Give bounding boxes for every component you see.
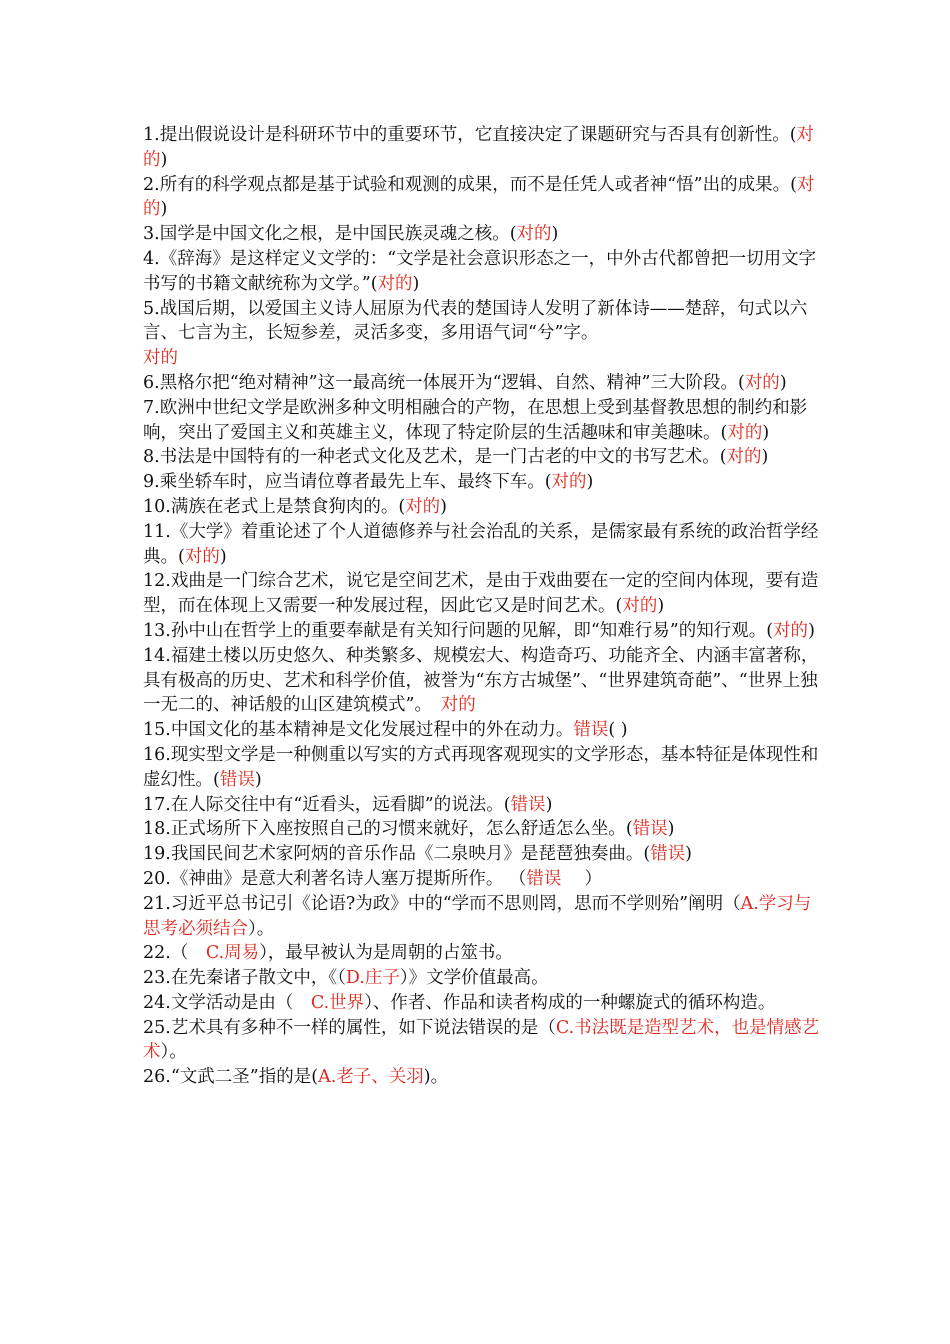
question-text: 7.欧洲中世纪文学是欧洲多种文明相融合的产物，在思想上受到基督教思想的制约和影响，突出了爱国主义和英雄主义，体现了特定阶层的生活趣味和审美趣味。( <box>143 397 808 443</box>
question-item <box>143 842 823 867</box>
question-item <box>143 396 823 446</box>
question-suffix: ) <box>160 149 168 170</box>
answer-text: 对的 <box>551 472 587 493</box>
question-text: 11.《大学》着重论述了个人道德修养与社会治乱的关系，是儒家最有系统的政治哲学经典。( <box>143 521 819 567</box>
answer-text: 对的 <box>727 422 763 443</box>
question-item <box>143 173 823 223</box>
question-item <box>143 619 823 644</box>
question-suffix: ( ) <box>608 720 628 741</box>
question-item <box>143 569 823 619</box>
question-item <box>143 991 823 1016</box>
question-item <box>143 966 823 991</box>
question-item <box>143 867 823 892</box>
question-suffix: ) <box>779 372 787 393</box>
question-item <box>143 1016 823 1066</box>
question-suffix: ) <box>160 199 168 220</box>
question-suffix: ) <box>545 794 553 815</box>
question-text: 21.习近平总书记引《论语?为政》中的“学而不思则罔，思而不学则殆”阐明（ <box>143 893 741 914</box>
question-item <box>143 793 823 818</box>
question-item <box>143 892 823 942</box>
question-suffix: ) <box>586 472 594 493</box>
question-item <box>143 1065 823 1090</box>
question-suffix: ） <box>561 868 602 889</box>
answer-text: C.周易 <box>205 943 260 964</box>
question-text: 13.孙中山在哲学上的重要奉献是有关知行问题的见解，即“知难行易”的知行观。( <box>143 620 774 641</box>
answer-text: 对的 <box>143 348 178 369</box>
question-item <box>143 297 823 371</box>
question-text: 19.我国民间艺术家阿炳的音乐作品《二泉映月》是琵琶独奏曲。( <box>143 844 651 865</box>
question-item <box>143 470 823 495</box>
question-item <box>143 123 823 173</box>
answer-text: 对的 <box>405 496 441 517</box>
question-suffix: ) <box>657 596 665 617</box>
question-text: 25.艺术具有多种不一样的属性，如下说法错误的是（ <box>143 1017 556 1038</box>
answer-text: 错误 <box>632 819 668 840</box>
answer-text: A.老子、关羽 <box>318 1067 424 1088</box>
question-text: 4.《辞海》是这样定义文学的：“文学是社会意识形态之一，中外古代都曾把一切用文字书写的书籍文献统称为文学。”( <box>143 248 817 294</box>
answer-text: 错误 <box>573 720 609 741</box>
answer-text: 对的 <box>516 224 552 245</box>
question-item <box>143 743 823 793</box>
answer-text: 对的 <box>773 620 809 641</box>
question-suffix: ）、作者、作品和读者构成的一种螺旋式的循环构造。 <box>364 992 776 1013</box>
answer-text: D.庄子 <box>345 968 400 989</box>
question-text: 17.在人际交往中有“近看头，远看脚”的说法。( <box>143 794 511 815</box>
answer-text: 对的 <box>726 447 762 468</box>
answer-text: C.书法既是造型艺术，也是情感艺术 <box>143 1017 820 1063</box>
question-text: 3.国学是中国文化之根，是中国民族灵魂之核。( <box>143 224 517 245</box>
answer-text: 错误 <box>650 844 686 865</box>
answer-text: A.学习与思考必须结合 <box>143 893 812 939</box>
question-text: 26.“文武二圣”指的是( <box>143 1067 319 1088</box>
document-body <box>143 123 823 1090</box>
answer-text: 对的 <box>143 174 815 220</box>
question-suffix: ) <box>412 273 420 294</box>
question-text: 14.福建土楼以历史悠久、种类繁多、规模宏大、构造奇巧、功能齐全、内涵丰富著称，具有极高的历史、艺术和科学价值，被誉为“东方古城堡”、“世界建筑奇葩”、“世界上独一无二的、神话般的山区建筑模式”。 <box>143 645 819 716</box>
question-suffix: ) <box>219 546 227 567</box>
answer-text: 错误 <box>219 769 255 790</box>
question-suffix: ) <box>551 224 559 245</box>
question-text: 22.（ <box>143 943 206 964</box>
question-text: 1.提出假说设计是科研环节中的重要环节，它直接决定了课题研究与否具有创新性。( <box>143 125 797 145</box>
answer-text: 对的 <box>622 596 658 617</box>
question-suffix: ) <box>685 844 692 865</box>
question-item <box>143 445 823 470</box>
question-suffix: ）》文学价值最高。 <box>399 968 549 989</box>
question-text: 8.书法是中国特有的一种老式文化及艺术，是一门古老的中文的书写艺术。( <box>143 447 727 468</box>
question-text: 18.正式场所下入座按照自己的习惯来就好，怎么舒适怎么坐。( <box>143 819 633 840</box>
question-text: 12.戏曲是一门综合艺术，说它是空间艺术，是由于戏曲要在一定的空间内体现，要有造型，而在体现上又需要一种发展过程，因此它又是时间艺术。( <box>143 571 819 617</box>
question-suffix: ）。 <box>248 918 275 939</box>
question-item <box>143 644 823 718</box>
question-suffix: ) <box>808 620 815 641</box>
question-item <box>143 817 823 842</box>
question-item <box>143 247 823 297</box>
question-suffix: ）。 <box>160 1042 187 1063</box>
question-suffix: ) <box>761 447 769 468</box>
question-item <box>143 222 823 247</box>
question-suffix: )。 <box>423 1067 449 1088</box>
answer-text: 错误 <box>526 868 562 889</box>
question-item <box>143 371 823 396</box>
question-text: 16.现实型文学是一种侧重以写实的方式再现客观现实的文学形态，基本特征是体现性和虚幻性。( <box>143 744 819 790</box>
question-text: 5.战国后期，以爱国主义诗人屈原为代表的楚国诗人发明了新体诗——楚辞，句式以六言、七言为主，长短参差，灵活多变，多用语气词“兮”字。 <box>143 298 808 344</box>
answer-text: 错误 <box>510 794 546 815</box>
question-text: 20.《神曲》是意大利著名诗人塞万提斯所作。 （ <box>143 868 527 889</box>
question-item <box>143 520 823 570</box>
answer-text: 对的 <box>184 546 220 567</box>
question-item <box>143 941 823 966</box>
question-suffix: ) <box>254 769 262 790</box>
question-text: 10.满族在老式上是禁食狗肉的。( <box>143 496 406 517</box>
answer-text: 对的 <box>143 125 815 170</box>
answer-text: C.世界 <box>310 992 365 1013</box>
question-text: 24.文学活动是由（ <box>143 992 311 1013</box>
question-text: 15.中国文化的基本精神是文化发展过程中的外在动力。 <box>143 720 574 741</box>
question-suffix: ），最早被认为是周朝的占筮书。 <box>259 943 513 964</box>
question-text: 23.在先秦诸子散文中，《（ <box>143 968 346 989</box>
question-suffix: ) <box>762 422 770 443</box>
answer-text: 对的 <box>377 273 413 294</box>
answer-text: 对的 <box>440 695 476 716</box>
answer-text: 对的 <box>744 372 780 393</box>
question-item <box>143 495 823 520</box>
question-item <box>143 718 823 743</box>
question-suffix: ) <box>667 819 675 840</box>
question-suffix: ) <box>440 496 447 517</box>
question-text: 6.黑格尔把“绝对精神”这一最高统一体展开为“逻辑、自然、精神”三大阶段。( <box>143 372 745 393</box>
question-text: 9.乘坐轿车时，应当请位尊者最先上车、最终下车。( <box>143 472 552 493</box>
question-text: 2.所有的科学观点都是基于试验和观测的成果，而不是任凭人或者神“悟”出的成果。( <box>143 174 797 195</box>
